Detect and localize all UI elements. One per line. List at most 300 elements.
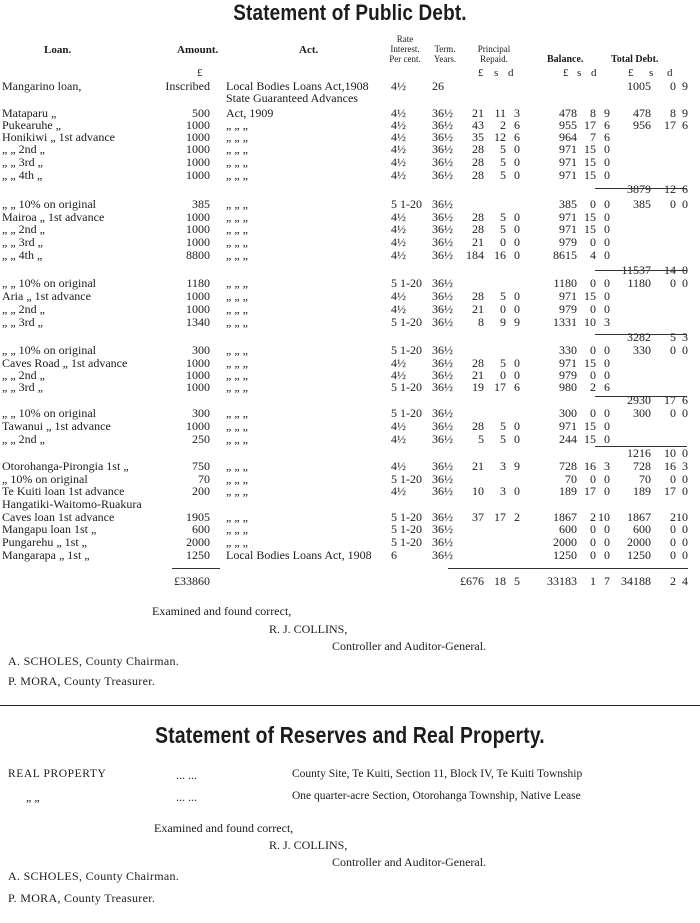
cell-act: „ „ „ <box>226 356 248 370</box>
cell-loan: „ „ 2nd „ <box>2 432 45 446</box>
cell-term: 36½ <box>432 380 453 394</box>
cell-total-d: 6 <box>682 118 688 132</box>
cell-balance-s: 8 <box>590 106 596 120</box>
header-rate-line1: Rate <box>396 34 414 44</box>
cell-act: State Guaranteed Advances <box>226 91 358 105</box>
cell-balance-s: 0 <box>590 235 596 249</box>
cell-loan: „ „ 2nd „ <box>2 302 45 316</box>
cell-total-s: 0 <box>670 548 676 562</box>
cell-balance-s: 16 <box>584 459 596 473</box>
cell-rate: 5 1-20 <box>391 315 422 329</box>
debt-row <box>0 433 700 446</box>
cell-term: 36½ <box>432 548 453 562</box>
cell-rate: 5 1-20 <box>391 197 422 211</box>
header-term <box>428 44 462 64</box>
cell-balance-s: 15 <box>584 432 596 446</box>
cell-repaid-s: 12 <box>494 130 506 144</box>
cell-act: „ „ „ <box>226 248 248 262</box>
cell-act: „ „ „ <box>226 142 248 156</box>
cell-total-l: 1005 <box>627 79 651 93</box>
cell-term: 36½ <box>432 356 453 370</box>
total-unit-l: £ <box>628 67 634 79</box>
cell-amount: 500 <box>192 106 210 120</box>
cell-rate: 4½ <box>391 155 406 169</box>
cell-act: „ „ „ <box>226 315 248 329</box>
cell-balance-d: 3 <box>604 315 610 329</box>
subtotal-rule <box>595 446 687 447</box>
cell-rate: 4½ <box>391 130 406 144</box>
cell-balance-l: 1250 <box>553 548 577 562</box>
cell-act: „ „ „ <box>226 168 248 182</box>
cell-act: „ „ „ <box>226 197 248 211</box>
cell-balance-l: 971 <box>559 356 577 370</box>
cell-balance-d: 6 <box>604 380 610 394</box>
cell-loan: „ „ 2nd „ <box>2 222 45 236</box>
header-balance: Balance. <box>547 54 584 65</box>
cell-amount: 2000 <box>186 535 210 549</box>
cell-loan: Honikiwi „ 1st advance <box>2 130 115 144</box>
cell-loan: Mairoa „ 1st advance <box>2 210 105 224</box>
cell-rate: 4½ <box>391 142 406 156</box>
cell-total-l: 600 <box>633 522 651 536</box>
cell-balance-d: 0 <box>604 535 610 549</box>
cell-total-d: 10 <box>676 510 688 524</box>
cell-balance-s: 15 <box>584 155 596 169</box>
cell-balance-d: 0 <box>604 210 610 224</box>
cell-term: 36½ <box>432 459 453 473</box>
cell-term: 36½ <box>432 106 453 120</box>
cell-total-s: 17 <box>664 393 676 407</box>
subtotal-rule <box>595 270 687 271</box>
cell-balance-l: 979 <box>559 235 577 249</box>
cell-loan: „ „ 10% on original <box>2 197 96 211</box>
cell-repaid-d: 3 <box>514 106 520 120</box>
cell-balance-l: 600 <box>559 522 577 536</box>
total-debt-d: 4 <box>682 574 688 588</box>
cell-term: 36½ <box>432 315 453 329</box>
subtotal-rule <box>595 334 687 335</box>
cell-repaid-d: 0 <box>514 368 520 382</box>
cell-repaid-d: 0 <box>514 168 520 182</box>
reserves-row-1-desc: County Site, Te Kuiti, Section 11, Block IV, Te Kuiti Township <box>292 768 583 780</box>
cell-act: „ „ „ <box>226 522 248 536</box>
cell-total-l: 385 <box>633 197 651 211</box>
cell-balance-s: 0 <box>590 368 596 382</box>
cell-loan: „ „ 10% on original <box>2 406 96 420</box>
cell-repaid-d: 9 <box>514 459 520 473</box>
cell-loan: „ „ 10% on original <box>2 343 96 357</box>
cell-total-s: 0 <box>670 406 676 420</box>
cell-total-d: 6 <box>682 393 688 407</box>
cell-term: 36½ <box>432 118 453 132</box>
cell-repaid-l: 21 <box>472 459 484 473</box>
cell-repaid-s: 5 <box>500 356 506 370</box>
header-principal <box>466 44 522 64</box>
cell-rate: 4½ <box>391 289 406 303</box>
cell-act: „ „ „ <box>226 118 248 132</box>
cell-total-d: 0 <box>682 197 688 211</box>
cell-balance-d: 0 <box>604 222 610 236</box>
cell-repaid-d: 0 <box>514 142 520 156</box>
cell-term: 36½ <box>432 432 453 446</box>
cell-repaid-s: 0 <box>500 235 506 249</box>
cell-term: 36½ <box>432 522 453 536</box>
cell-loan: Mangarapa „ 1st „ <box>2 548 90 562</box>
cell-balance-d: 6 <box>604 130 610 144</box>
cell-total-d: 0 <box>682 484 688 498</box>
subtotal-rule <box>595 188 687 189</box>
cell-balance-d: 0 <box>604 289 610 303</box>
cell-balance-l: 971 <box>559 168 577 182</box>
cell-balance-l: 330 <box>559 343 577 357</box>
total-balance-s: 1 <box>590 574 596 588</box>
cell-balance-s: 15 <box>584 289 596 303</box>
total-balance-l: 33183 <box>547 574 577 588</box>
cell-act: Act, 1909 <box>226 106 274 120</box>
header-amount: Amount. <box>177 44 219 56</box>
cell-repaid-s: 5 <box>500 142 506 156</box>
cell-amount: 750 <box>192 459 210 473</box>
cell-amount: 1000 <box>186 380 210 394</box>
cell-repaid-d: 0 <box>514 248 520 262</box>
cell-loan: Caves Road „ 1st advance <box>2 356 128 370</box>
cell-rate: 4½ <box>391 302 406 316</box>
cell-balance-l: 980 <box>559 380 577 394</box>
cell-balance-s: 0 <box>590 197 596 211</box>
cell-rate: 4½ <box>391 356 406 370</box>
cell-repaid-s: 0 <box>500 302 506 316</box>
cell-total-d: 0 <box>682 472 688 486</box>
cell-total-s: 0 <box>670 472 676 486</box>
cell-balance-d: 0 <box>604 548 610 562</box>
cell-total-l: 300 <box>633 406 651 420</box>
cell-total-l: 330 <box>633 343 651 357</box>
cell-loan: Pungarehu „ 1st „ <box>2 535 87 549</box>
balance-unit-s: s <box>577 67 582 79</box>
cell-rate: 4½ <box>391 484 406 498</box>
cell-term: 36½ <box>432 302 453 316</box>
cell-balance-s: 0 <box>590 522 596 536</box>
cell-total-d: 0 <box>682 446 688 460</box>
cell-balance-s: 7 <box>590 130 596 144</box>
cell-rate: 5 1-20 <box>391 343 422 357</box>
cell-total-l: 728 <box>633 459 651 473</box>
cell-balance-d: 0 <box>604 472 610 486</box>
cell-total-d: 9 <box>682 79 688 93</box>
cell-balance-d: 10 <box>598 510 610 524</box>
cell-balance-l: 728 <box>559 459 577 473</box>
cell-total-s: 0 <box>670 79 676 93</box>
cell-total-d: 3 <box>682 330 688 344</box>
cell-amount: 1000 <box>186 142 210 156</box>
cell-amount: 70 <box>198 472 210 486</box>
cell-total-d: 0 <box>682 406 688 420</box>
cell-amount: 385 <box>192 197 210 211</box>
header-principal-line2: Repaid. <box>480 54 508 64</box>
cell-total-l: 70 <box>639 472 651 486</box>
cell-amount: Inscribed <box>165 79 210 93</box>
cell-amount: 1000 <box>186 155 210 169</box>
cell-act: „ „ „ <box>226 535 248 549</box>
cell-amount: 1000 <box>186 235 210 249</box>
cell-total-l: 478 <box>633 106 651 120</box>
cell-repaid-s: 2 <box>500 118 506 132</box>
cell-act: „ „ „ <box>226 472 248 486</box>
cell-rate: 4½ <box>391 419 406 433</box>
debt-treasurer-signature: P. MORA, County Treasurer. <box>8 674 156 688</box>
cell-term: 26 <box>432 79 444 93</box>
cell-balance-d: 0 <box>604 248 610 262</box>
cell-total-l: 2930 <box>627 393 651 407</box>
cell-balance-l: 955 <box>559 118 577 132</box>
cell-balance-l: 971 <box>559 210 577 224</box>
cell-repaid-s: 3 <box>500 484 506 498</box>
cell-amount: 1905 <box>186 510 210 524</box>
cell-balance-s: 0 <box>590 343 596 357</box>
cell-balance-s: 0 <box>590 276 596 290</box>
debt-auditor-title: Controller and Auditor-General. <box>332 639 487 653</box>
cell-balance-l: 300 <box>559 406 577 420</box>
cell-loan: „ „ 3rd „ <box>2 235 43 249</box>
cell-total-s: 0 <box>670 276 676 290</box>
cell-rate: 5 1-20 <box>391 380 422 394</box>
cell-rate: 4½ <box>391 79 406 93</box>
cell-repaid-s: 5 <box>500 432 506 446</box>
cell-loan: „ „ 4th „ <box>2 168 43 182</box>
cell-amount: 1000 <box>186 168 210 182</box>
cell-total-s: 12 <box>664 182 676 196</box>
cell-rate: 4½ <box>391 235 406 249</box>
cell-repaid-l: 21 <box>472 368 484 382</box>
cell-balance-l: 2000 <box>553 535 577 549</box>
cell-act: „ „ „ <box>226 406 248 420</box>
cell-amount: 1340 <box>186 315 210 329</box>
repaid-unit-s: s <box>494 67 499 79</box>
debt-row <box>0 183 700 196</box>
cell-balance-d: 0 <box>604 235 610 249</box>
cell-amount: 1180 <box>186 276 210 290</box>
cell-term: 36½ <box>432 276 453 290</box>
debt-row <box>0 549 700 562</box>
cell-amount: 200 <box>192 484 210 498</box>
header-principal-line1: Principal <box>477 44 511 54</box>
cell-total-d: 0 <box>682 263 688 277</box>
cell-act: Local Bodies Loans Act, 1908 <box>226 548 372 562</box>
cell-rate: 6 <box>391 548 397 562</box>
cell-balance-d: 0 <box>604 419 610 433</box>
cell-balance-s: 15 <box>584 222 596 236</box>
cell-balance-s: 15 <box>584 210 596 224</box>
cell-term: 36½ <box>432 248 453 262</box>
cell-rate: 5 1-20 <box>391 535 422 549</box>
cell-repaid-s: 5 <box>500 419 506 433</box>
cell-loan: Otorohanga-Pirongia 1st „ <box>2 459 129 473</box>
total-amount: £33860 <box>174 574 210 588</box>
cell-amount: 1000 <box>186 118 210 132</box>
cell-total-d: 0 <box>682 522 688 536</box>
header-rate-line2: Interest. <box>390 44 420 54</box>
cell-total-s: 2 <box>670 510 676 524</box>
cell-repaid-l: 184 <box>466 248 484 262</box>
cell-balance-d: 0 <box>604 368 610 382</box>
section-divider <box>0 705 700 706</box>
cell-repaid-s: 5 <box>500 210 506 224</box>
cell-act: „ „ „ <box>226 368 248 382</box>
cell-balance-s: 2 <box>590 510 596 524</box>
cell-amount: 8800 <box>186 248 210 262</box>
cell-loan: Mangarino loan, <box>2 79 82 93</box>
cell-repaid-l: 43 <box>472 118 484 132</box>
cell-term: 36½ <box>432 484 453 498</box>
cell-balance-d: 3 <box>604 459 610 473</box>
total-rule-money <box>448 568 688 569</box>
cell-balance-l: 1180 <box>553 276 577 290</box>
cell-balance-d: 0 <box>604 432 610 446</box>
cell-loan: „ „ 10% on original <box>2 276 96 290</box>
cell-balance-l: 385 <box>559 197 577 211</box>
total-repaid-s: 18 <box>494 574 506 588</box>
reserves-row-2-desc: One quarter-acre Section, Otorohanga Township, Native Lease <box>292 790 581 802</box>
cell-balance-l: 971 <box>559 289 577 303</box>
cell-act: „ „ „ <box>226 380 248 394</box>
cell-total-l: 2000 <box>627 535 651 549</box>
cell-repaid-d: 0 <box>514 235 520 249</box>
cell-term: 36½ <box>432 130 453 144</box>
cell-balance-l: 971 <box>559 155 577 169</box>
cell-term: 36½ <box>432 419 453 433</box>
cell-balance-l: 8615 <box>553 248 577 262</box>
reserves-auditor-title: Controller and Auditor-General. <box>332 855 487 869</box>
repaid-unit-d: d <box>508 67 514 79</box>
cell-total-d: 6 <box>682 182 688 196</box>
cell-amount: 1000 <box>186 210 210 224</box>
cell-repaid-d: 0 <box>514 302 520 316</box>
cell-term: 36½ <box>432 289 453 303</box>
cell-act: „ „ „ <box>226 510 248 524</box>
cell-loan: „ „ 3rd „ <box>2 315 43 329</box>
cell-repaid-l: 8 <box>478 315 484 329</box>
reserves-examined-text: Examined and found correct, <box>154 821 294 835</box>
cell-repaid-s: 16 <box>494 248 506 262</box>
cell-balance-d: 9 <box>604 106 610 120</box>
cell-rate: 5 1-20 <box>391 510 422 524</box>
cell-act: „ „ „ <box>226 235 248 249</box>
cell-rate: 5 1-20 <box>391 406 422 420</box>
cell-repaid-l: 28 <box>472 419 484 433</box>
cell-balance-l: 1331 <box>553 315 577 329</box>
cell-rate: 4½ <box>391 210 406 224</box>
cell-total-l: 3282 <box>627 330 651 344</box>
cell-balance-d: 0 <box>604 302 610 316</box>
cell-act: Local Bodies Loans Act,1908 <box>226 79 369 93</box>
cell-rate: 4½ <box>391 248 406 262</box>
cell-total-d: 3 <box>682 459 688 473</box>
cell-balance-l: 979 <box>559 368 577 382</box>
cell-total-d: 0 <box>682 548 688 562</box>
cell-amount: 1000 <box>186 368 210 382</box>
cell-loan: „ „ 2nd „ <box>2 368 45 382</box>
cell-rate: 4½ <box>391 222 406 236</box>
cell-total-l: 1867 <box>627 510 651 524</box>
reserves-treasurer-signature: P. MORA, County Treasurer. <box>8 891 156 905</box>
cell-balance-l: 964 <box>559 130 577 144</box>
cell-loan: Caves loan 1st advance <box>2 510 115 524</box>
cell-amount: 300 <box>192 406 210 420</box>
cell-repaid-d: 0 <box>514 432 520 446</box>
cell-amount: 250 <box>192 432 210 446</box>
cell-repaid-l: 21 <box>472 235 484 249</box>
cell-total-l: 3879 <box>627 182 651 196</box>
cell-act: „ „ „ <box>226 343 248 357</box>
total-unit-d: d <box>667 67 673 79</box>
cell-rate: 4½ <box>391 432 406 446</box>
cell-repaid-s: 5 <box>500 289 506 303</box>
cell-amount: 1000 <box>186 130 210 144</box>
subtotal-rule <box>595 396 687 397</box>
repaid-unit-l: £ <box>478 67 484 79</box>
total-repaid-d: 5 <box>514 574 520 588</box>
balance-unit-l: £ <box>563 67 569 79</box>
cell-repaid-s: 5 <box>500 155 506 169</box>
cell-total-l: 1216 <box>627 446 651 460</box>
cell-rate: 5 1-20 <box>391 522 422 536</box>
cell-repaid-l: 5 <box>478 432 484 446</box>
cell-repaid-d: 6 <box>514 130 520 144</box>
cell-amount: 1000 <box>186 419 210 433</box>
cell-balance-d: 0 <box>604 155 610 169</box>
cell-total-l: 11537 <box>621 263 651 277</box>
cell-loan: Aria „ 1st advance <box>2 289 91 303</box>
reserves-chairman-signature: A. SCHOLES, County Chairman. <box>8 869 180 883</box>
cell-amount: 1000 <box>186 289 210 303</box>
cell-balance-d: 0 <box>604 406 610 420</box>
cell-rate: 4½ <box>391 168 406 182</box>
cell-total-l: 1250 <box>627 548 651 562</box>
cell-balance-d: 0 <box>604 522 610 536</box>
cell-repaid-l: 28 <box>472 356 484 370</box>
cell-repaid-s: 0 <box>500 368 506 382</box>
cell-total-s: 17 <box>664 484 676 498</box>
cell-balance-s: 4 <box>590 248 596 262</box>
header-term-line1: Term. <box>434 44 456 54</box>
cell-rate: 4½ <box>391 106 406 120</box>
cell-repaid-l: 28 <box>472 168 484 182</box>
cell-repaid-l: 35 <box>472 130 484 144</box>
cell-term: 36½ <box>432 197 453 211</box>
cell-repaid-d: 0 <box>514 222 520 236</box>
header-loan: Loan. <box>44 44 72 56</box>
cell-repaid-d: 2 <box>514 510 520 524</box>
cell-rate: 5 1-20 <box>391 472 422 486</box>
cell-rate: 5 1-20 <box>391 276 422 290</box>
cell-balance-s: 0 <box>590 406 596 420</box>
cell-balance-d: 0 <box>604 142 610 156</box>
cell-balance-s: 0 <box>590 472 596 486</box>
cell-rate: 4½ <box>391 118 406 132</box>
cell-total-d: 0 <box>682 535 688 549</box>
debt-row <box>0 316 700 329</box>
cell-amount: 1000 <box>186 222 210 236</box>
cell-repaid-d: 0 <box>514 419 520 433</box>
cell-balance-l: 70 <box>565 472 577 486</box>
cell-balance-l: 189 <box>559 484 577 498</box>
cell-repaid-l: 28 <box>472 210 484 224</box>
cell-act: „ „ „ <box>226 155 248 169</box>
cell-balance-d: 0 <box>604 484 610 498</box>
reserves-title: Statement of Reserves and Real Property. <box>155 722 545 748</box>
cell-loan: „ „ 2nd „ <box>2 142 45 156</box>
cell-balance-s: 2 <box>590 380 596 394</box>
